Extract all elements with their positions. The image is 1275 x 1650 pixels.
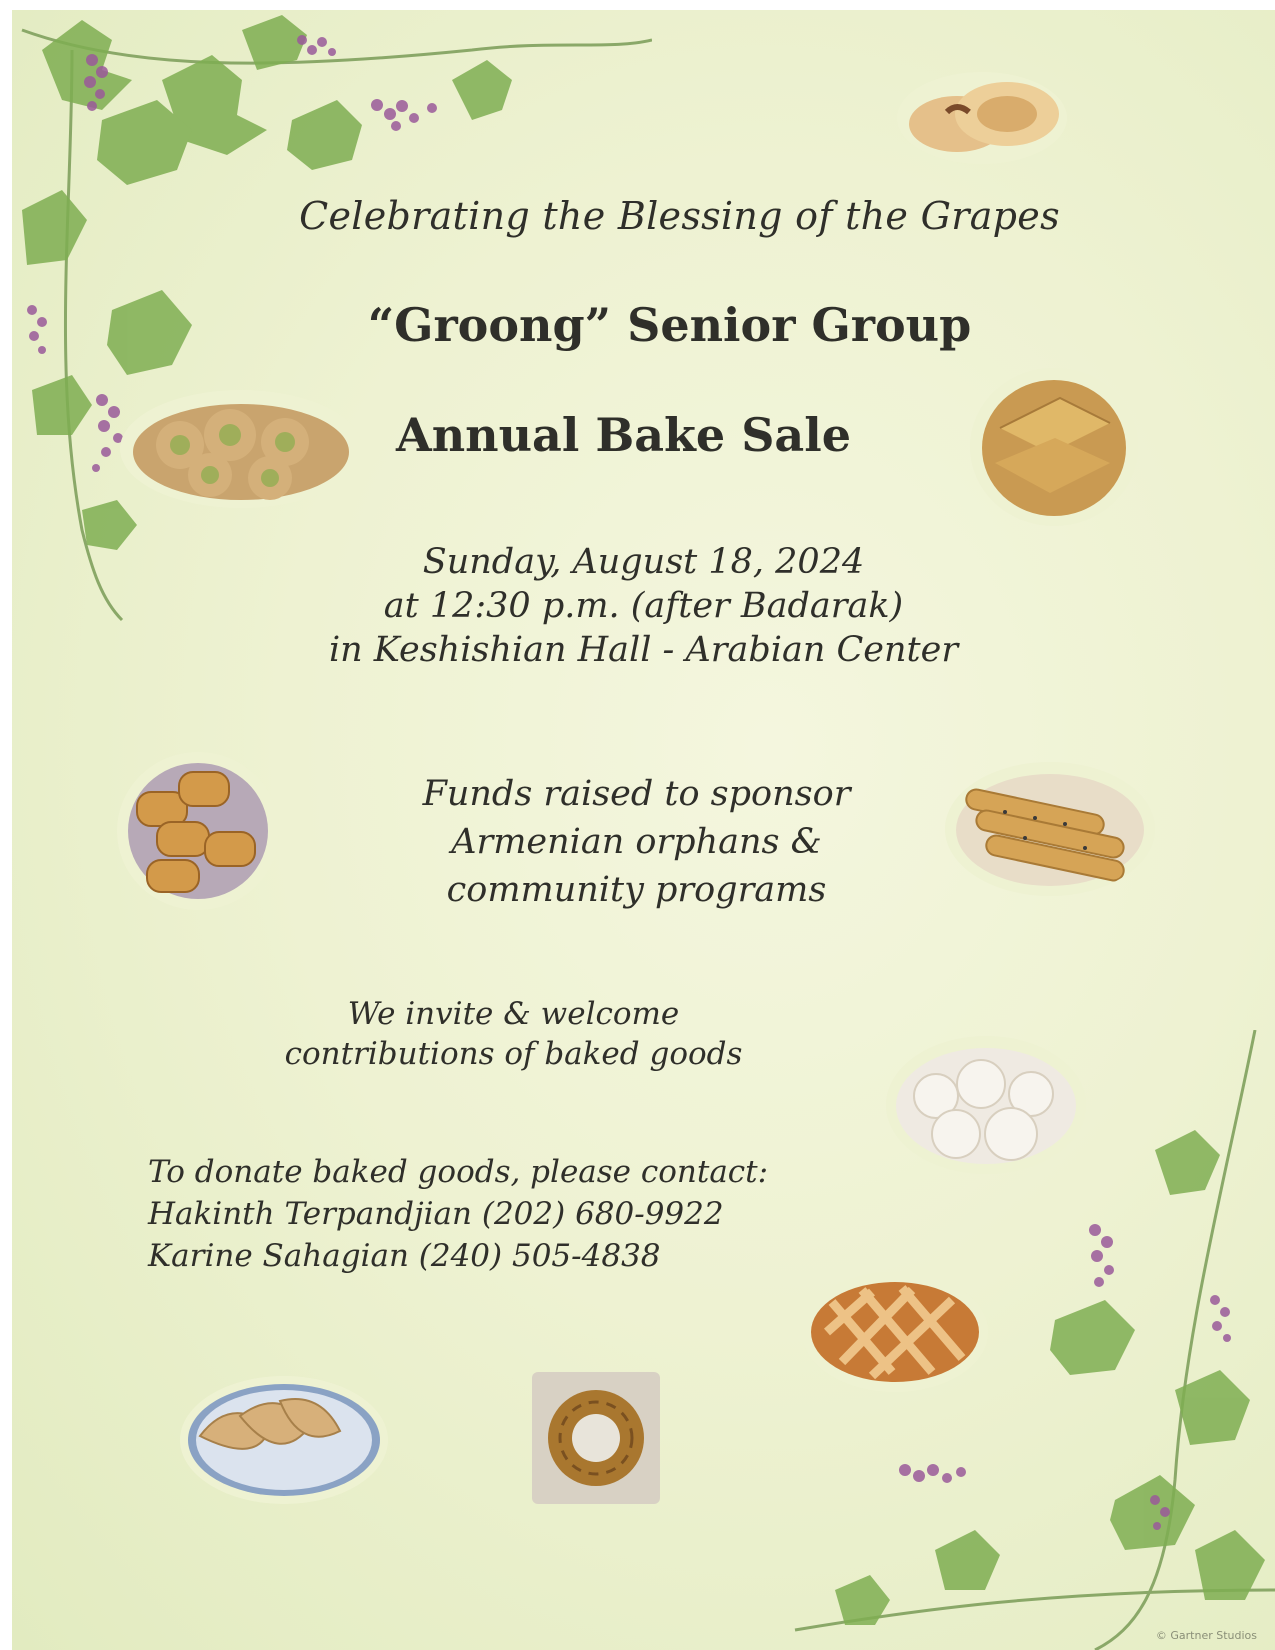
event-title: Annual Bake Sale — [396, 408, 851, 462]
group-name: “Groong” Senior Group — [367, 298, 972, 352]
invite-line-2: contributions of baked goods — [284, 1036, 743, 1072]
braided-ring-bread-photo — [532, 1372, 660, 1504]
invite-line-1: We invite & welcome — [347, 996, 680, 1032]
image-credit: © Gartner Studios — [1155, 1629, 1257, 1642]
event-location: in Keshishian Hall - Arabian Center — [328, 630, 959, 670]
funds-line-2: Armenian orphans & — [451, 822, 822, 862]
contact-karine: Karine Sahagian (240) 505-4838 — [148, 1238, 661, 1274]
funds-line-3: community programs — [446, 870, 827, 910]
heading-text: Celebrating the Blessing of the Grapes — [299, 194, 1060, 238]
turnovers-photo — [180, 1376, 388, 1504]
maamoul-cookie-photo — [897, 72, 1067, 164]
funds-line-1: Funds raised to sponsor — [422, 774, 851, 814]
contact-hakinth: Hakinth Terpandjian (202) 680-9922 — [148, 1196, 724, 1232]
lattice-pie-photo — [802, 1272, 988, 1392]
event-time: at 12:30 p.m. (after Badarak) — [383, 586, 904, 626]
contact-heading: To donate baked goods, please contact: — [148, 1154, 769, 1190]
event-date: Sunday, August 18, 2024 — [422, 542, 865, 582]
flyer-page — [12, 10, 1275, 1650]
